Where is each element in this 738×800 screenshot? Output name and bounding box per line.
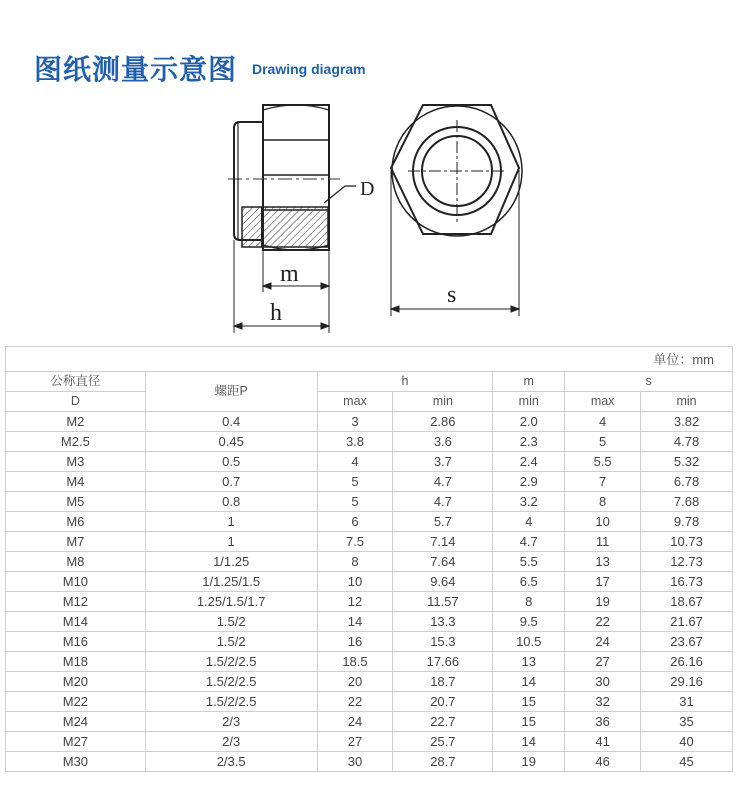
cell-s-min: 31 [641, 692, 733, 712]
cell-s-min: 3.82 [641, 412, 733, 432]
cell-size: M24 [6, 712, 146, 732]
cell-h-min: 7.64 [393, 552, 493, 572]
cell-h-max: 10 [317, 572, 393, 592]
cell-h-max: 14 [317, 612, 393, 632]
cell-pitch: 0.8 [145, 492, 317, 512]
cell-h-min: 3.6 [393, 432, 493, 452]
table-row [6, 552, 733, 572]
cell-h-min: 28.7 [393, 752, 493, 772]
cell-pitch: 0.4 [145, 412, 317, 432]
header-nominal-d: D [6, 392, 146, 412]
cell-s-max: 5.5 [565, 452, 641, 472]
table-row [6, 672, 733, 692]
label-s: s [447, 282, 457, 308]
cell-pitch: 1.25/1.5/1.7 [145, 592, 317, 612]
cell-size: M7 [6, 532, 146, 552]
nut-drawing [225, 96, 545, 342]
table-row [6, 472, 733, 492]
header-s: s [565, 372, 733, 392]
header-row-2 [6, 392, 733, 412]
table-row [6, 492, 733, 512]
cell-m-min: 15 [493, 712, 565, 732]
cell-h-max: 24 [317, 712, 393, 732]
cell-s-min: 35 [641, 712, 733, 732]
cell-s-min: 5.32 [641, 452, 733, 472]
cell-pitch: 2/3.5 [145, 752, 317, 772]
cell-h-max: 3 [317, 412, 393, 432]
table-row [6, 712, 733, 732]
header-h-min: min [393, 392, 493, 412]
cell-m-min: 15 [493, 692, 565, 712]
cell-pitch: 2/3 [145, 732, 317, 752]
cell-h-max: 18.5 [317, 652, 393, 672]
cell-pitch: 1 [145, 532, 317, 552]
cell-s-min: 45 [641, 752, 733, 772]
cell-pitch: 0.5 [145, 452, 317, 472]
cell-size: M30 [6, 752, 146, 772]
cell-pitch: 1.5/2/2.5 [145, 672, 317, 692]
cell-h-min: 17.66 [393, 652, 493, 672]
table-row [6, 512, 733, 532]
table-row [6, 592, 733, 612]
cell-h-min: 22.7 [393, 712, 493, 732]
cell-pitch: 1/1.25/1.5 [145, 572, 317, 592]
cell-h-min: 13.3 [393, 612, 493, 632]
header-s-max: max [565, 392, 641, 412]
cell-h-min: 2.86 [393, 412, 493, 432]
cell-h-min: 11.57 [393, 592, 493, 612]
cell-s-min: 21.67 [641, 612, 733, 632]
cell-s-max: 17 [565, 572, 641, 592]
header-h-max: max [317, 392, 393, 412]
table-row [6, 412, 733, 432]
page-subtitle: Drawing diagram [252, 61, 366, 77]
header-h: h [317, 372, 493, 392]
cell-m-min: 3.2 [493, 492, 565, 512]
cell-h-max: 5 [317, 492, 393, 512]
cell-h-min: 4.7 [393, 492, 493, 512]
page-title: 图纸测量示意图 [34, 53, 238, 86]
cell-s-min: 10.73 [641, 532, 733, 552]
cell-s-min: 12.73 [641, 552, 733, 572]
cell-size: M16 [6, 632, 146, 652]
cell-s-min: 40 [641, 732, 733, 752]
cell-s-min: 7.68 [641, 492, 733, 512]
cell-h-min: 3.7 [393, 452, 493, 472]
cell-h-max: 5 [317, 472, 393, 492]
section-hatch [242, 207, 328, 247]
cell-s-max: 19 [565, 592, 641, 612]
cell-h-min: 5.7 [393, 512, 493, 532]
cell-h-min: 18.7 [393, 672, 493, 692]
cell-size: M8 [6, 552, 146, 572]
unit-label: 单位：mm [6, 347, 733, 372]
header-row-1 [6, 372, 733, 392]
header-pitch: 螺距P [145, 372, 317, 412]
cell-m-min: 2.3 [493, 432, 565, 452]
cell-m-min: 4 [493, 512, 565, 532]
cell-h-max: 27 [317, 732, 393, 752]
cell-s-min: 29.16 [641, 672, 733, 692]
cell-m-min: 5.5 [493, 552, 565, 572]
cell-h-max: 30 [317, 752, 393, 772]
table-row [6, 732, 733, 752]
table-row [6, 572, 733, 592]
cell-m-min: 2.9 [493, 472, 565, 492]
cell-h-max: 12 [317, 592, 393, 612]
cell-pitch: 1.5/2 [145, 612, 317, 632]
cell-m-min: 14 [493, 732, 565, 752]
cell-size: M3 [6, 452, 146, 472]
cell-h-max: 3.8 [317, 432, 393, 452]
cell-h-min: 9.64 [393, 572, 493, 592]
cell-s-max: 10 [565, 512, 641, 532]
unit-row [6, 347, 733, 372]
cell-size: M18 [6, 652, 146, 672]
cell-h-max: 6 [317, 512, 393, 532]
cell-h-min: 20.7 [393, 692, 493, 712]
spec-table [5, 346, 733, 772]
table-row [6, 612, 733, 632]
cell-h-max: 4 [317, 452, 393, 472]
cell-size: M2.5 [6, 432, 146, 452]
header-nominal-diameter: 公称直径 [6, 372, 146, 392]
table-row [6, 632, 733, 652]
header-s-min: min [641, 392, 733, 412]
cell-h-max: 20 [317, 672, 393, 692]
cell-s-min: 18.67 [641, 592, 733, 612]
cell-pitch: 1.5/2 [145, 632, 317, 652]
cell-s-max: 11 [565, 532, 641, 552]
cell-s-max: 30 [565, 672, 641, 692]
cell-s-min: 6.78 [641, 472, 733, 492]
label-h: h [270, 300, 282, 326]
table-row [6, 692, 733, 712]
header-m-min: min [493, 392, 565, 412]
cell-m-min: 2.0 [493, 412, 565, 432]
cell-h-max: 22 [317, 692, 393, 712]
cell-s-max: 24 [565, 632, 641, 652]
cell-h-max: 8 [317, 552, 393, 572]
cell-m-min: 14 [493, 672, 565, 692]
cell-pitch: 1 [145, 512, 317, 532]
cell-s-min: 4.78 [641, 432, 733, 452]
cell-s-min: 16.73 [641, 572, 733, 592]
cell-s-max: 32 [565, 692, 641, 712]
cell-s-max: 7 [565, 472, 641, 492]
cell-size: M14 [6, 612, 146, 632]
cell-s-max: 41 [565, 732, 641, 752]
cell-m-min: 6.5 [493, 572, 565, 592]
cell-size: M6 [6, 512, 146, 532]
cell-s-max: 5 [565, 432, 641, 452]
label-d: D [360, 178, 375, 200]
cell-m-min: 13 [493, 652, 565, 672]
cell-m-min: 4.7 [493, 532, 565, 552]
cell-m-min: 10.5 [493, 632, 565, 652]
cell-s-max: 27 [565, 652, 641, 672]
cell-h-min: 4.7 [393, 472, 493, 492]
cell-pitch: 0.45 [145, 432, 317, 452]
cell-m-min: 19 [493, 752, 565, 772]
cell-size: M22 [6, 692, 146, 712]
cell-size: M4 [6, 472, 146, 492]
cell-h-min: 25.7 [393, 732, 493, 752]
cell-size: M2 [6, 412, 146, 432]
cell-s-max: 46 [565, 752, 641, 772]
cell-m-min: 9.5 [493, 612, 565, 632]
cell-pitch: 1.5/2/2.5 [145, 652, 317, 672]
cell-s-max: 8 [565, 492, 641, 512]
cell-h-max: 16 [317, 632, 393, 652]
table-row [6, 532, 733, 552]
table-row [6, 452, 733, 472]
header-m: m [493, 372, 565, 392]
nut-front-view [391, 105, 522, 236]
cell-h-max: 7.5 [317, 532, 393, 552]
cell-s-min: 23.67 [641, 632, 733, 652]
cell-size: M10 [6, 572, 146, 592]
label-m: m [280, 261, 299, 287]
cell-size: M12 [6, 592, 146, 612]
cell-pitch: 0.7 [145, 472, 317, 492]
cell-h-min: 7.14 [393, 532, 493, 552]
cell-h-min: 15.3 [393, 632, 493, 652]
cell-size: M5 [6, 492, 146, 512]
cell-pitch: 1/1.25 [145, 552, 317, 572]
cell-size: M20 [6, 672, 146, 692]
cell-m-min: 8 [493, 592, 565, 612]
table-row [6, 432, 733, 452]
cell-s-min: 26.16 [641, 652, 733, 672]
cell-size: M27 [6, 732, 146, 752]
cell-s-max: 4 [565, 412, 641, 432]
cell-s-max: 36 [565, 712, 641, 732]
cell-s-min: 9.78 [641, 512, 733, 532]
cell-s-max: 13 [565, 552, 641, 572]
cell-pitch: 2/3 [145, 712, 317, 732]
table-row [6, 652, 733, 672]
cell-m-min: 2.4 [493, 452, 565, 472]
table-row [6, 752, 733, 772]
cell-pitch: 1.5/2/2.5 [145, 692, 317, 712]
cell-s-max: 22 [565, 612, 641, 632]
